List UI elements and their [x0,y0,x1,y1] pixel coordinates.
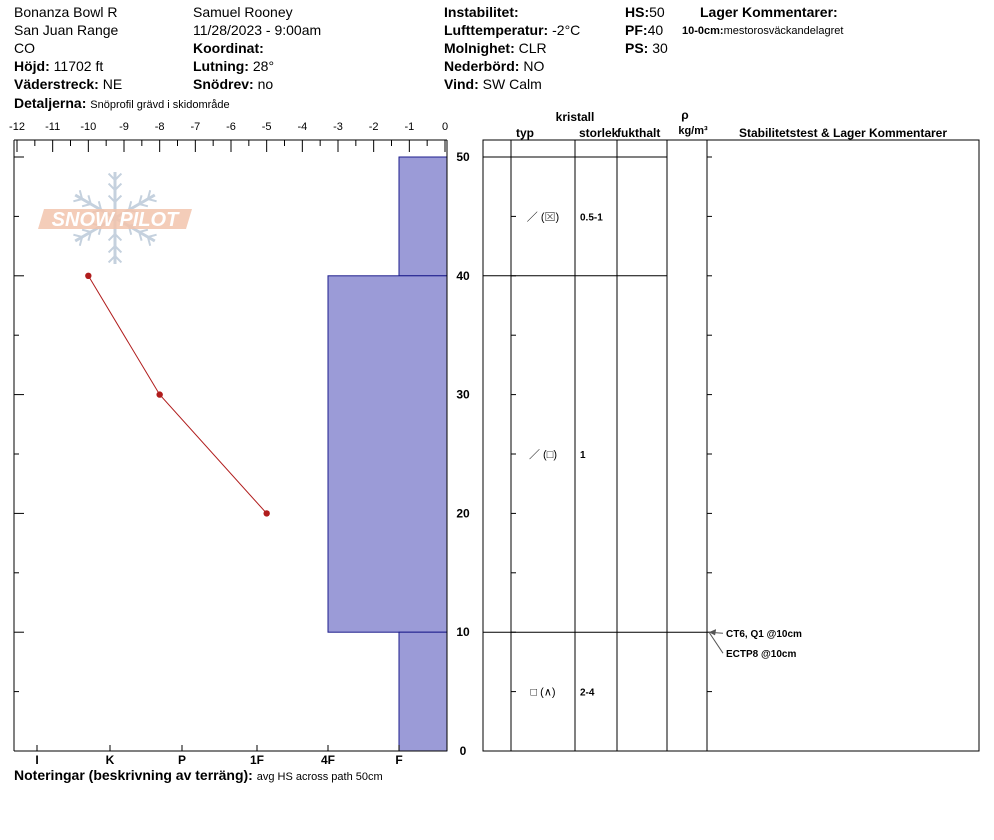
crystal-type: □ (∧) [530,686,556,699]
height-tick-label: 50 [456,150,470,164]
hardness-profile [328,157,447,751]
height-tick-label: 30 [456,387,470,402]
air-temperature-label: Lufttemperatur: [444,22,549,38]
temperature-point [263,510,269,516]
hardness-layer [328,276,447,632]
slope-value: 28° [252,58,275,74]
crystal-size: 1 [580,450,586,461]
range-name: San Juan Range [14,22,119,38]
layer-comment-depth: 10-0cm: [682,25,724,37]
temperature-tick-label: -8 [154,121,165,133]
temperature-tick-label: 0 [441,121,449,133]
location-name: Bonanza Bowl R [14,4,118,20]
aspect-value: NE [102,76,123,92]
pf-label: PF: [625,22,648,38]
hardness-tick-label: K [105,753,115,767]
hardness-layer [399,157,447,276]
observation-datetime: 11/28/2023 - 9:00am [193,22,322,38]
wind-label: Vind: [444,76,479,92]
hardness-tick-label: F [395,753,403,767]
crystal-size: 2-4 [580,687,595,699]
temperature-point [156,391,162,397]
temperature-tick-label: -2 [368,121,379,133]
elevation-value: 11702 ft [53,58,104,74]
temperature-tick-label: -3 [333,121,343,133]
moisture-header: fukthalt [617,126,661,140]
snowflake-branch [148,199,157,201]
type-header: typ [516,126,534,140]
coordinate-label: Koordinat: [193,40,264,56]
snowpilot-logo [38,172,192,264]
layer-table [483,108,979,751]
snowflake-branch [73,235,82,237]
stability-test-label: CT6, Q1 @10cm [726,629,802,641]
hs-label: HS: [625,4,650,20]
state-name: CO [14,40,35,56]
temperature-tick-label: -7 [190,121,201,133]
temperature-tick-label: -9 [119,121,129,133]
density-symbol-header: ρ [681,108,689,122]
density-unit-header: kg/m³ [678,125,708,137]
logo-text: SNOW PILOT [51,209,179,231]
details-label: Detaljerna: [14,95,87,111]
temperature-tick-label: -5 [261,121,272,133]
slope-label: Lutning: [193,58,249,74]
temperature-tick-label: -6 [226,121,236,133]
sky-cover-value: CLR [518,40,547,56]
hs-value: 50 [649,4,665,20]
precipitation-value: NO [523,58,545,74]
crystal-size: 0.5-1 [580,212,603,224]
snowflake-branch [82,204,91,206]
observer-name: Samuel Rooney [193,4,293,20]
wind-value: SW Calm [482,76,542,92]
terrain-notes-label: Noteringar (beskrivning av terräng): [14,767,253,783]
ps-value: 30 [652,40,668,56]
height-tick-label: 40 [456,268,470,283]
height-tick-label: 10 [456,625,470,640]
snowflake-branch [139,204,148,206]
hardness-tick-label: 1F [249,753,265,767]
temperature-tick-label: -11 [45,121,61,133]
hardness-tick-label: I [35,753,39,767]
temperature-profile [85,273,270,517]
crystal-type: ／ (□) [528,449,558,461]
pf-value: 40 [647,22,664,38]
hardness-tick-label: 4F [320,753,336,767]
layer-comments-title: Lager Kommentarer: [700,4,838,20]
stability-header: Stabilitetstest & Lager Kommentarer [738,126,948,140]
stability-test-leader [709,632,723,653]
temperature-tick-label: -4 [297,121,308,133]
temperature-line [88,276,266,514]
elevation-label: Höjd: [14,58,50,74]
temperature-tick-label: -12 [9,121,25,133]
instability-label: Instabilitet: [444,4,519,20]
snowflake-branch [148,235,157,237]
temperature-point [85,273,91,279]
drift-label: Snödrev: [193,76,254,92]
hardness-layer [399,632,447,751]
terrain-notes-value: avg HS across path 50cm [256,771,383,783]
crystal-type: ／ (⊠) [526,211,560,224]
sky-cover-label: Molnighet: [444,40,515,56]
aspect-label: Väderstreck: [14,76,99,92]
snowflake-branch [73,199,82,201]
crystal-header: kristall [555,110,595,124]
air-temperature-value: -2°C [552,22,581,38]
height-tick-label: 0 [459,744,467,758]
ps-label: PS: [625,40,649,56]
height-tick-label: 20 [456,506,470,521]
hardness-tick-label: P [177,753,187,767]
layer-comment-text: mestorosväckandelagret [723,25,844,37]
stability-test-label: ECTP8 @10cm [726,649,797,661]
details-value: Snöprofil grävd i skidområde [90,99,230,111]
drift-value: no [257,76,274,92]
temperature-tick-label: -10 [80,121,97,133]
temperature-tick-label: -1 [404,121,415,133]
precipitation-label: Nederbörd: [444,58,520,74]
size-header: storlek [579,126,619,140]
